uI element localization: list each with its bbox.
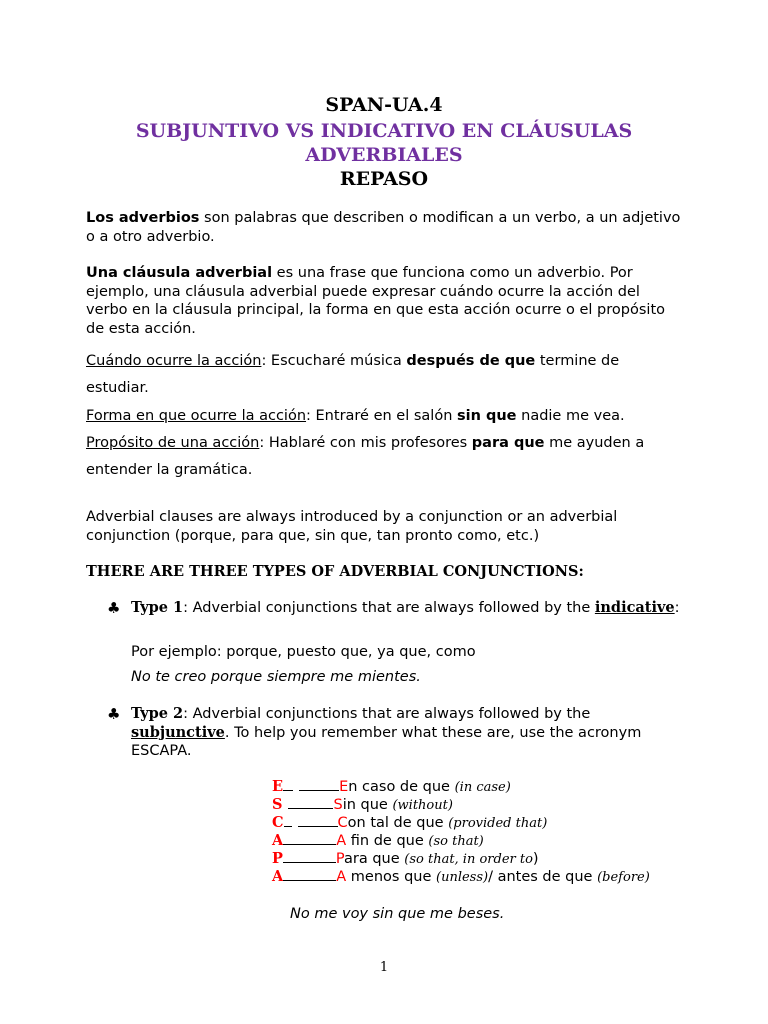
type1-example-list: Por ejemplo: porque, puesto que, ya que, como (131, 644, 476, 660)
acronym-row: C Con tal de que (provided that) (272, 814, 548, 831)
course-code: SPAN-UA.4 (325, 94, 443, 116)
acronym-row: P Para que (so that, in order to) (272, 850, 539, 867)
document-title: SUBJUNTIVO VS INDICATIVO EN CLÁUSULAS ADVERBIALES (135, 120, 633, 166)
three-types-heading: THERE ARE THREE TYPES OF ADVERBIAL CONJUNCTIONS: (86, 563, 584, 580)
acronym-row: S Sin que (without) (272, 796, 453, 813)
example-cuando: Cuándo ocurre la acción: Escucharé música después de que termine de estudiar. (86, 353, 620, 396)
subjunctive-keyword: subjunctive (131, 723, 225, 741)
club-bullet-icon: ♣ (107, 705, 121, 723)
type2-example-sentence: No me voy sin que me beses. (290, 906, 505, 922)
adverbios-paragraph: Los adverbios son palabras que describen o modifican a un verbo, a un adjetivo o a otro adverbio. (86, 210, 681, 245)
type2-description: Type 2: Adverbial conjunctions that are always followed by the subjunctive. To help you remember what these are, use the acronym ESCAPA. (131, 705, 642, 759)
adverbios-term: Los adverbios (86, 210, 200, 226)
page-number: 1 (379, 960, 389, 975)
example-forma: Forma en que ocurre la acción: Entraré en el salón sin que nadie me vea. (86, 408, 625, 424)
acronym-row: A A fin de que (so that) (272, 832, 484, 849)
acronym-row: E En caso de que (in case) (272, 778, 511, 795)
example-proposito: Propósito de una acción: Hablaré con mis profesores para que me ayuden a entender la gramática. (86, 435, 645, 478)
club-bullet-icon: ♣ (107, 599, 121, 617)
adverbial-clauses-paragraph: Adverbial clauses are always introduced by a conjunction or an adverbial conjunction (porque, para que, sin que, tan pronto como, etc.) (86, 509, 618, 544)
clausula-paragraph: Una cláusula adverbial es una frase que funciona como un adverbio. Por ejemplo, una cláusula adverbial puede expresar cuándo ocurre la acción del verbo en la cláusula principal, la forma en que esta acción ocurre o el propósito de esta acción. (86, 265, 665, 337)
escapa-acronym-list (272, 777, 732, 885)
type1-example-sentence: No te creo porque siempre me mientes. (131, 669, 421, 685)
clausula-term: Una cláusula adverbial (86, 265, 273, 281)
document-subtitle: REPASO (339, 168, 429, 190)
indicative-keyword: indicative (594, 599, 675, 616)
acronym-row: A A menos que (unless)/ antes de que (before) (272, 868, 650, 885)
type1-description: Type 1: Adverbial conjunctions that are always followed by the indicative: (131, 599, 680, 616)
